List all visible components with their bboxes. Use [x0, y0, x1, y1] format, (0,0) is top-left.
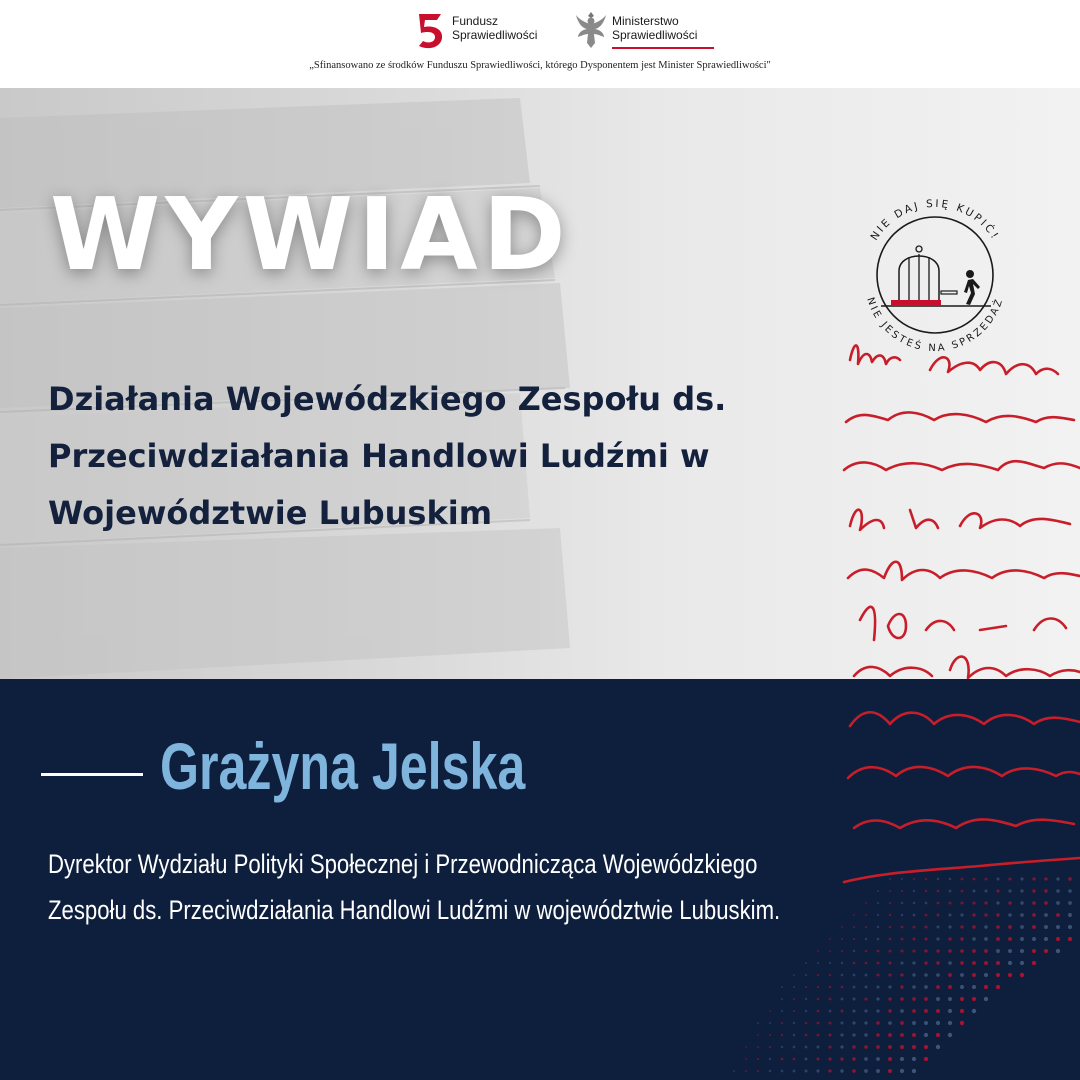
- ministerstwo-sprawiedliwosci-logo: [574, 10, 714, 52]
- logo-ms-underline: [612, 47, 714, 49]
- badge-top-text: NIE DAJ SIĘ KUPIĆ!: [868, 197, 1002, 243]
- eagle-emblem-icon: [574, 10, 608, 52]
- funding-note: „Sfinansowano ze środków Funduszu Sprawiedliwości, którego Dysponentem jest Minister Sprawiedliwości": [309, 60, 771, 71]
- fundusz-sprawiedliwosci-logo: [414, 10, 554, 52]
- birdcage-walking-person-icon: [881, 246, 991, 306]
- fs-emblem-icon: [414, 10, 448, 52]
- logo-ms-line2: Sprawiedliwości: [612, 28, 698, 42]
- logo-fs-line1: Fundusz: [452, 14, 499, 28]
- header: [0, 0, 1080, 88]
- hero-title: WYWIAD: [50, 176, 571, 293]
- logo-fs-line2: Sprawiedliwości: [452, 28, 538, 42]
- hero-subtitle: Działania Wojewódzkiego Zespołu ds. Przeciwdziałania Handlowi Ludźmi w Województwie Lubuskim: [48, 380, 727, 532]
- name-dash: [41, 773, 143, 776]
- logo-ms-line1: Ministerstwo: [612, 14, 679, 28]
- person-role: Dyrektor Wydziału Polityki Społecznej i Przewodnicząca Wojewódzkiego Zespołu ds. Przeciwdziałania Handlowi Ludźmi w województwie Lubuskim.: [48, 849, 781, 925]
- handwritten-letter-decoration: [830, 330, 1080, 900]
- person-name: Grażyna Jelska: [160, 729, 526, 803]
- badge-bottom-text: NIE JESTEŚ NA SPRZEDAŻ: [864, 296, 1006, 355]
- badge-ring: [877, 217, 993, 333]
